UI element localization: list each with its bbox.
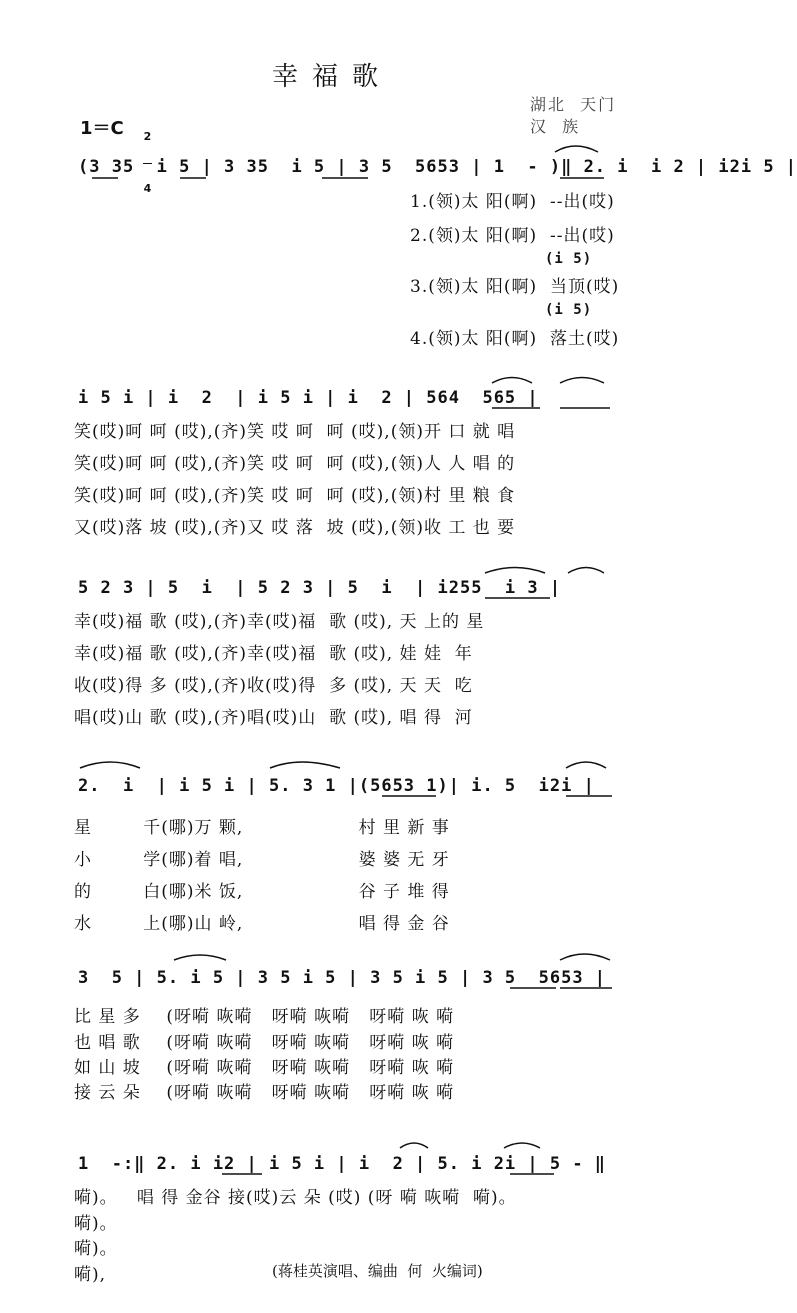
system-1-verse-3: 3.(领)太 阳(啊) 当顶(哎): [410, 277, 620, 297]
origin-ethnicity: 汉 族: [530, 117, 581, 136]
system-2-notation: i 5 i | i 2 | i 5 i | i 2 | 564 565 |: [78, 388, 539, 408]
system-4-notation: 2. i | i 5 i | 5. 3 1 |(5653 1)| i. 5 i2i |: [78, 776, 595, 796]
origin-region: 湖北 天门: [530, 95, 617, 114]
system-2-verse-2: 笑(哎)呵 呵 (哎),(齐)笑 哎 呵 呵 (哎),(领)人 人 唱 的: [74, 454, 516, 474]
system-6-verse-3: 嗬)。: [74, 1239, 118, 1259]
system-6-verse-1: 嗬)。 唱 得 金谷 接(哎)云 朵 (哎) (呀 嗬 咴嗬 嗬)。: [74, 1188, 517, 1208]
system-3-verse-1: 幸(哎)福 歌 (哎),(齐)幸(哎)福 歌 (哎), 天 上的 星: [74, 612, 485, 632]
system-1-notation: (3 35 i 5 | 3 35 i 5 | 3 5 5653 | 1 - )‖ 2. i i 2 | i2i 5 |: [78, 157, 797, 177]
system-2-verse-4: 又(哎)落 坡 (哎),(齐)又 哎 落 坡 (哎),(领)收 工 也 要: [74, 518, 516, 538]
time-signature-bottom: 4: [143, 182, 152, 195]
system-5-verse-4: 接 云 朵 (呀嗬 咴嗬 呀嗬 咴嗬 呀嗬 咴 嗬: [74, 1083, 455, 1103]
system-3-verse-4: 唱(哎)山 歌 (哎),(齐)唱(哎)山 歌 (哎), 唱 得 河: [74, 708, 473, 728]
system-4-verse-1: 星 千(哪)万 颗, 村 里 新 事: [74, 818, 450, 838]
time-signature-top: 2: [143, 130, 152, 143]
system-1-verse-2: 2.(领)太 阳(啊) --出(哎): [410, 226, 615, 246]
system-4-verse-4: 水 上(哪)山 岭, 唱 得 金 谷: [74, 914, 450, 934]
system-1-verse-1: 1.(领)太 阳(啊) --出(哎): [410, 192, 615, 212]
system-1-variant-1: (i 5): [545, 251, 593, 267]
system-4-verse-2: 小 学(哪)着 唱, 婆 婆 无 牙: [74, 850, 450, 870]
system-2-verse-1: 笑(哎)呵 呵 (哎),(齐)笑 哎 呵 呵 (哎),(领)开 口 就 唱: [74, 422, 516, 442]
system-2-verse-3: 笑(哎)呵 呵 (哎),(齐)笑 哎 呵 呵 (哎),(领)村 里 粮 食: [74, 486, 516, 506]
system-4-verse-3: 的 白(哪)米 饭, 谷 子 堆 得: [74, 882, 450, 902]
system-5-verse-2: 也 唱 歌 (呀嗬 咴嗬 呀嗬 咴嗬 呀嗬 咴 嗬: [74, 1033, 455, 1053]
key-signature: 1＝C: [80, 118, 124, 139]
system-6-notation: 1 -:‖ 2. i i2 | i 5 i | i 2 | 5. i 2i | 5 - ‖: [78, 1154, 607, 1174]
system-5-verse-3: 如 山 坡 (呀嗬 咴嗬 呀嗬 咴嗬 呀嗬 咴 嗬: [74, 1058, 455, 1078]
system-6-verse-4: 嗬),: [74, 1265, 107, 1285]
system-3-notation: 5 2 3 | 5 i | 5 2 3 | 5 i | i255 i 3 |: [78, 578, 562, 598]
system-5-verse-1: 比 星 多 (呀嗬 咴嗬 呀嗬 咴嗬 呀嗬 咴 嗬: [74, 1007, 455, 1027]
performance-credit: (蒋桂英演唱、编曲 何 火编词): [272, 1262, 483, 1280]
system-6-verse-2: 嗬)。: [74, 1214, 118, 1234]
song-title: 幸福歌: [272, 62, 393, 92]
system-1-verse-4: 4.(领)太 阳(啊) 落土(哎): [410, 329, 620, 349]
system-5-notation: 3 5 | 5. i 5 | 3 5 i 5 | 3 5 i 5 | 3 5 5653 |: [78, 968, 607, 988]
system-1-variant-2: (i 5): [545, 302, 593, 318]
system-3-verse-2: 幸(哎)福 歌 (哎),(齐)幸(哎)福 歌 (哎), 娃 娃 年: [74, 644, 473, 664]
system-3-verse-3: 收(哎)得 多 (哎),(齐)收(哎)得 多 (哎), 天 天 吃: [74, 676, 473, 696]
